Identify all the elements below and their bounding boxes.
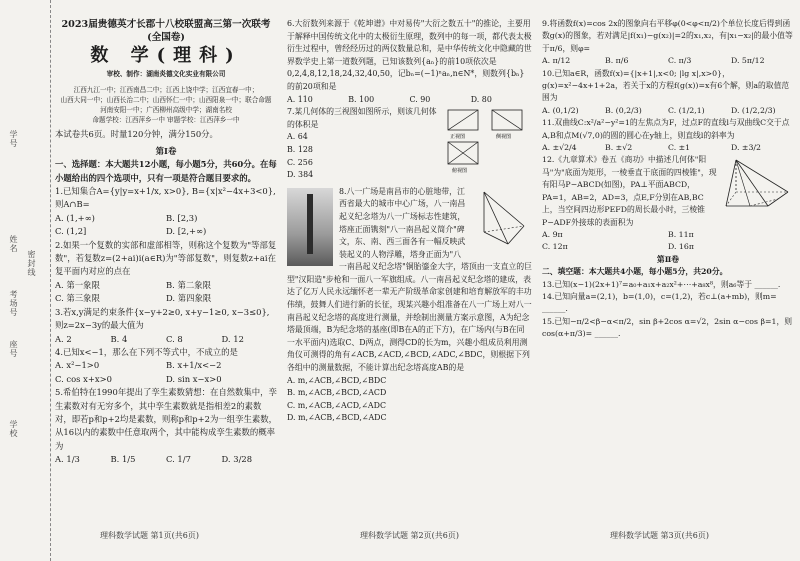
question-number: 14. bbox=[542, 291, 555, 301]
option-c: C. cos x+x>0 bbox=[55, 373, 112, 384]
option-d: D. (1/2,2/3) bbox=[731, 105, 776, 115]
question-text: 大衍数列来源于《乾坤谱》中对易传"大衍之数五十"的推论，主要用于解释中国传统文化中的太极衍生原理，数列中的每一项，都代表太极衍生过程中，曾经经历过的两仪数量总和，是中华传统文化中隐藏的世界数学史上第一道数列题，已知该数列{aₙ}的前10项依次是0,2,4,8,12,18,24,32,40,50，记bₙ=(−1)ⁿaₙ,n∈N*，则数列{bₙ}的前20项和是 bbox=[287, 19, 532, 91]
page-footer: 理科数学试题 第1页(共6页) bbox=[100, 531, 199, 540]
question-text: 若x,y满足约束条件{x−y+2≥0, x+y−1≥0, x−3≤0}, 则z=2x−3y的最大值为 bbox=[55, 306, 270, 331]
question-number: 12. bbox=[542, 155, 555, 165]
question-number: 7. bbox=[287, 107, 295, 117]
option-d: D. 3/28 bbox=[221, 454, 253, 465]
question-9 bbox=[542, 18, 794, 68]
question-number: 5. bbox=[55, 387, 63, 398]
option-b: B. ±√2 bbox=[605, 143, 633, 153]
option-b: B. 100 bbox=[348, 94, 375, 104]
question-text: 八一广场是南昌市的心脏地带，江西省最大的城市中心广场，八一南昌起义纪念塔为八一广场标志性建筑，塔座正面镌刻"八一南昌起义简介"碑文，东、南、西三面各有一幅反映武装起义的人物浮雕，塔身正面为"八一南昌起义纪念塔"铜胎鎏金大字，塔顶由一支直立的巨型"汉阳造"步枪和一面八一军旗组成。八一南昌起义纪念塔的建成，表达了亿万人民永远缅怀老一辈无产阶级革命家创建和培育解放军的丰功伟绩，鼓舞人们进行新的长征，现某兴趣小组准备在八一广场上对八一南昌起义纪念塔的高度进行测量，并绘制出测量方案示意图，A为纪念塔最顶端，B为纪念塔的基座(即B在A的正下方)，在广场内(与B在同一水平面内)选取C、D两点，测得CD的长为m，兴趣小组成员利用测角仪可测得的角有∠ACB,∠ACD,∠BCD,∠ADC,∠BDC，则根据下列各组中的测量数据，不能计算出纪念塔高度AB的是 bbox=[287, 186, 533, 373]
question-text: 已知a∈R，函数f(x)={|x+1|,x<0; |lg x|,x>0}，g(x)=x²−4x+1+2a，若关于x的方程f(g(x))=x有6个解，则a的取值范围为 bbox=[542, 68, 790, 103]
page-footer: 理科数学试题 第3页(共6页) bbox=[610, 531, 709, 540]
question-text: 如果一个复数的实部和虚部相等，则称这个复数为"等部复数"，若复数z=(2+ai)i(a∈R)为"等部复数"，则复数z+ai在复平面内对应的点在 bbox=[55, 239, 277, 277]
option-b: B. π/6 bbox=[605, 56, 629, 66]
school-line: 江西九江一中；江西南昌二中；江西上饶中学；江西宜春一中； bbox=[73, 86, 259, 95]
school-line: 河南安阳一中；广西柳州高级中学；湖南名校 bbox=[100, 106, 232, 115]
fill-question-13 bbox=[542, 279, 794, 291]
option-b: B. 1/5 bbox=[110, 454, 136, 465]
option-d: D. ±3/2 bbox=[731, 143, 762, 153]
option-b: B. [2,3) bbox=[166, 212, 198, 223]
side-view-label: 侧视图 bbox=[496, 134, 512, 141]
option-d: D. 384 bbox=[287, 170, 314, 180]
option-c: C. m,∠ACB,∠ACD,∠ADC bbox=[287, 400, 386, 410]
three-view-drawing bbox=[444, 108, 532, 174]
question-1 bbox=[55, 185, 277, 239]
school-line: 山西大同一中；山西长治二中；山西怀仁一中；山西阳泉一中；联合命题 bbox=[60, 96, 272, 105]
question-text: 已知向量a=(2,1)，b=(1,0)，c=(1,2)，若c⊥(a+mb)，则m= ______. bbox=[542, 291, 777, 314]
fill-question-15 bbox=[542, 316, 794, 341]
made-by: 审校、制作：湖南炎德文化实业有限公司 bbox=[106, 69, 226, 78]
option-c: C. (1,2] bbox=[55, 226, 87, 237]
label-name: 姓名 bbox=[9, 235, 18, 253]
option-d: D. sin x−x>0 bbox=[166, 373, 222, 384]
part-2-title: 第Ⅱ卷 bbox=[656, 254, 680, 264]
option-d: D. [2,+∞) bbox=[166, 226, 207, 237]
option-d: D. 16π bbox=[668, 242, 694, 252]
page-3-column bbox=[542, 18, 794, 341]
label-exam-room: 考场号 bbox=[9, 290, 18, 317]
question-12 bbox=[542, 154, 794, 253]
option-b: B. 4 bbox=[110, 333, 128, 344]
option-a: A. 64 bbox=[287, 132, 308, 142]
option-d: D. 5π/12 bbox=[731, 56, 765, 66]
question-5 bbox=[55, 386, 277, 466]
option-b: B. 11π bbox=[668, 229, 694, 239]
fill-question-14 bbox=[542, 291, 794, 316]
pyramid-drawing bbox=[722, 156, 794, 214]
monument-photo bbox=[287, 188, 333, 266]
question-2 bbox=[55, 239, 277, 306]
option-c: C. 90 bbox=[409, 94, 431, 104]
proposition-schools: 命题学校：江西萍乡一中 审题学校：江西萍乡一中 bbox=[92, 116, 240, 125]
option-d: D. 第四象限 bbox=[166, 293, 212, 304]
binding-strip bbox=[0, 0, 51, 561]
option-c: C. 8 bbox=[166, 333, 183, 344]
option-a: A. π/12 bbox=[542, 56, 571, 66]
question-number: 8. bbox=[339, 186, 347, 196]
question-3 bbox=[55, 306, 277, 346]
question-text: 某几何体的三视图如图所示，则该几何体的体积是 bbox=[287, 107, 437, 129]
top-view-label: 俯视图 bbox=[452, 168, 468, 175]
question-8 bbox=[287, 186, 532, 425]
option-c: C. 第三象限 bbox=[55, 293, 100, 304]
option-a: A. x²−1>0 bbox=[55, 360, 100, 371]
question-number: 2. bbox=[55, 239, 63, 250]
pyramid-figure bbox=[722, 156, 794, 214]
front-view-label: 正视图 bbox=[450, 134, 466, 141]
question-text: 已知集合A={y|y=x+1/x, x>0}, B={x|x²−4x+3<0}, 则A∩B= bbox=[55, 186, 276, 210]
question-7 bbox=[287, 106, 532, 182]
part-1-title: 第Ⅰ卷 bbox=[155, 145, 177, 156]
option-c: C. (1/2,1) bbox=[668, 105, 705, 115]
exam-info: 本试卷共6页。时量120分钟，满分150分。 bbox=[55, 129, 218, 140]
option-b: B. 第二象限 bbox=[166, 279, 211, 290]
question-text: 已知−π/2<β−α<π/2，sin β+2cos α=√2，2sin α−cos β=1，则cos(α+π/3)= ______. bbox=[542, 316, 793, 339]
question-11 bbox=[542, 117, 794, 154]
option-c: C. 1/7 bbox=[166, 454, 191, 465]
option-b: B. (0,2/3) bbox=[605, 105, 642, 115]
exam-title: 2023届贵德英才长郡十八校联盟高三第一次联考(全国卷) bbox=[61, 19, 271, 44]
option-c: C. 12π bbox=[542, 242, 568, 252]
option-d: D. 80 bbox=[470, 94, 492, 104]
page-footer: 理科数学试题 第2页(共6页) bbox=[360, 531, 459, 540]
label-seat: 座号 bbox=[9, 340, 18, 358]
question-text: 希伯特在1990年提出了孪生素数猜想：在自然数集中，孪生素数对有无穷多个，其中孪生素数就是指相差2的素数对，即若p和p+2均是素数，则称p和p+2为一组孪生素数，从16以内的素数中任意取两个，其中能构成孪生素数的概率为 bbox=[55, 387, 278, 451]
question-text: 《九章算术》卷五《商功》中描述几何体"阳马"为"底面为矩形，一棱垂直于底面的四棱锥"，现有阳马P−ABCD(如图)，PA⊥平面ABCD，PA=1，AB=2，AD=3，点E,F分别在AB,BC上，当空间四边形PEFD的周长最小时，三棱锥P−ADF外接球的表面积为 bbox=[542, 155, 717, 227]
question-text: 将函数f(x)=cos 2x的图象向右平移φ(0<φ<π/2)个单位长度后得到函数g(x)的图象，若对满足|f(x₁)−g(x₂)|=2的x₁,x₂，有|x₁−x₂|的最小值等于π/6，则φ= bbox=[542, 19, 793, 53]
question-6 bbox=[287, 18, 532, 106]
option-c: C. 256 bbox=[287, 157, 313, 167]
three-view-figure bbox=[444, 108, 532, 174]
option-b: B. 128 bbox=[287, 144, 313, 154]
question-10 bbox=[542, 68, 794, 118]
option-d: D. 12 bbox=[221, 333, 244, 344]
tetrahedron-drawing bbox=[472, 188, 532, 248]
label-student-id: 学号 bbox=[9, 130, 18, 148]
option-a: A. m,∠ACB,∠BCD,∠BDC bbox=[287, 375, 387, 385]
option-a: A. 2 bbox=[55, 333, 72, 344]
option-d: D. m,∠ACB,∠BCD,∠ADC bbox=[287, 413, 387, 423]
question-number: 13. bbox=[542, 279, 555, 289]
question-4 bbox=[55, 346, 277, 386]
question-number: 1. bbox=[55, 186, 63, 197]
question-number: 3. bbox=[55, 306, 63, 317]
option-a: A. (1,+∞) bbox=[55, 212, 95, 223]
question-number: 15. bbox=[542, 316, 555, 326]
question-number: 4. bbox=[55, 346, 63, 357]
part-2-instructions: 二、填空题：本大题共4小题，每小题5分，共20分。 bbox=[542, 267, 728, 277]
question-number: 11. bbox=[542, 118, 555, 128]
question-number: 6. bbox=[287, 19, 295, 28]
part-1-instructions: 一、选择题：本大题共12小题，每小题5分，共60分。在每小题给出的四个选项中，只有一项是符合题目要求的。 bbox=[55, 159, 277, 183]
label-school: 学校 bbox=[9, 420, 18, 438]
option-b: B. x+1/x<−2 bbox=[166, 360, 222, 371]
option-c: C. ±1 bbox=[668, 143, 691, 153]
question-text: 已知x<−1，那么在下列不等式中，不成立的是 bbox=[63, 346, 238, 357]
option-b: B. m,∠ACB,∠BCD,∠ACD bbox=[287, 388, 387, 398]
option-c: C. π/3 bbox=[668, 56, 692, 66]
tetrahedron-figure bbox=[472, 188, 532, 248]
question-number: 10. bbox=[542, 68, 555, 78]
page-2-column bbox=[287, 18, 532, 425]
option-a: A. (0,1/2) bbox=[542, 105, 579, 115]
page-1-column bbox=[55, 18, 277, 467]
subject-title: 数 学(理科) bbox=[90, 44, 242, 66]
option-a: A. 110 bbox=[287, 94, 313, 104]
question-text: 已知(x−1)(2x+1)⁷=a₀+a₁x+a₂x²+⋯+a₈x⁸，则a₆等于 ______. bbox=[554, 279, 781, 289]
option-a: A. ±√2/4 bbox=[542, 143, 577, 153]
question-number: 9. bbox=[542, 19, 550, 28]
option-a: A. 第一象限 bbox=[55, 279, 100, 290]
option-a: A. 9π bbox=[542, 229, 563, 239]
label-seal-line: 密封线 bbox=[27, 250, 36, 277]
question-text: 双曲线C:x²/a²−y²=1的左焦点为F，过点F的直线l与双曲线C交于点A,B和点M(√7,0)的圆的圆心在y轴上，则直线l的斜率为 bbox=[542, 118, 790, 140]
option-a: A. 1/3 bbox=[55, 454, 80, 465]
